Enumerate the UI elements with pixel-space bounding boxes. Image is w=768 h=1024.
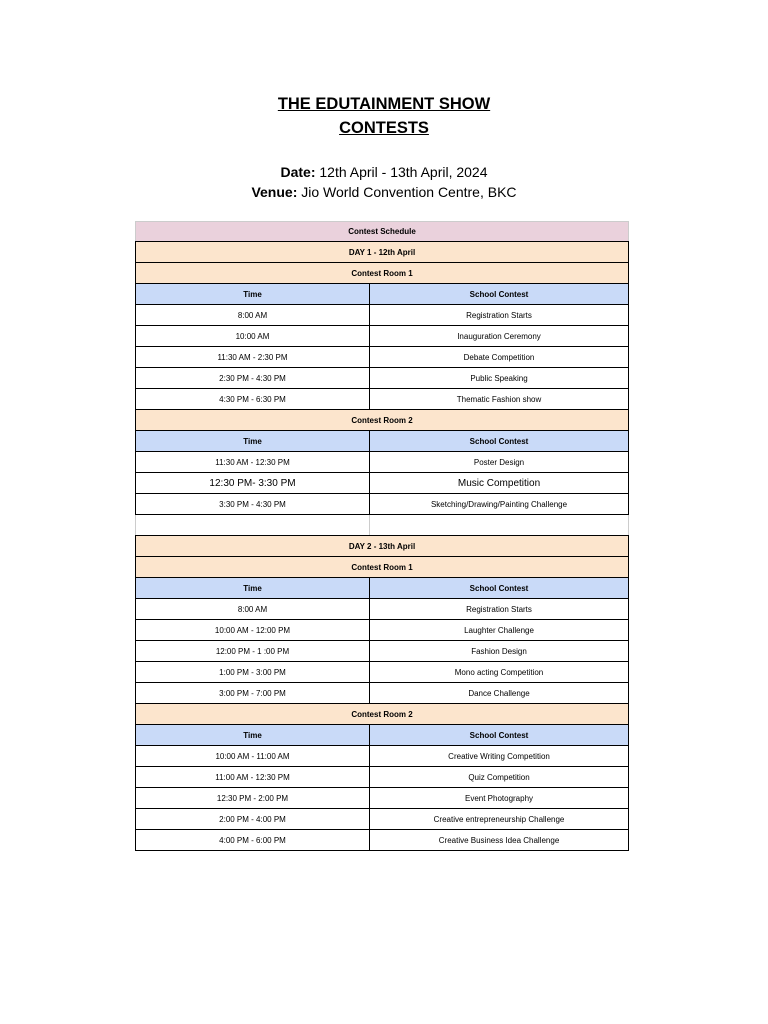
date-label: Date: [280, 164, 316, 180]
table-row [136, 305, 629, 326]
room-label: Contest Room 1 [136, 263, 629, 284]
contest-cell: Fashion Design [370, 641, 629, 662]
contest-cell: Laughter Challenge [370, 620, 629, 641]
day-label: DAY 1 - 12th April [136, 242, 629, 263]
table-row [136, 683, 629, 704]
contest-cell: Inauguration Ceremony [370, 326, 629, 347]
room-label: Contest Room 2 [136, 704, 629, 725]
column-header-time: Time [136, 578, 370, 599]
time-cell: 3:00 PM - 7:00 PM [136, 683, 370, 704]
time-cell: 12:30 PM- 3:30 PM [136, 473, 370, 494]
time-cell: 12:30 PM - 2:00 PM [136, 788, 370, 809]
table-row [136, 620, 629, 641]
venue-value: Jio World Convention Centre, BKC [297, 183, 517, 200]
time-cell: 8:00 AM [136, 599, 370, 620]
spacer-cell [136, 515, 370, 536]
schedule-header-row [136, 222, 629, 242]
contest-schedule-table [135, 221, 629, 851]
schedule-header: Contest Schedule [136, 222, 629, 242]
room-label: Contest Room 1 [136, 557, 629, 578]
date-line [0, 163, 768, 183]
contest-cell: Creative entrepreneurship Challenge [370, 809, 629, 830]
day-row [136, 536, 629, 557]
contest-cell: Dance Challenge [370, 683, 629, 704]
title-line-1: THE EDUTAINMENT SHOW [277, 95, 491, 113]
table-row [136, 473, 629, 494]
column-header-time: Time [136, 431, 370, 452]
column-header-contest: School Contest [370, 578, 629, 599]
time-cell: 11:30 AM - 2:30 PM [136, 347, 370, 368]
day-label: DAY 2 - 13th April [136, 536, 629, 557]
venue-line [0, 183, 768, 203]
column-header-row [136, 578, 629, 599]
column-header-time: Time [136, 725, 370, 746]
document-title [0, 92, 768, 140]
column-header-row [136, 725, 629, 746]
table-row [136, 599, 629, 620]
spacer-row [136, 515, 629, 536]
contest-cell: Event Photography [370, 788, 629, 809]
time-cell: 10:00 AM [136, 326, 370, 347]
column-header-contest: School Contest [370, 725, 629, 746]
time-cell: 2:00 PM - 4:00 PM [136, 809, 370, 830]
room-row [136, 410, 629, 431]
room-row [136, 557, 629, 578]
table-row [136, 662, 629, 683]
contest-cell: Quiz Competition [370, 767, 629, 788]
contest-cell: Registration Starts [370, 305, 629, 326]
table-row [136, 809, 629, 830]
column-header-contest: School Contest [370, 431, 629, 452]
table-row [136, 368, 629, 389]
table-row [136, 347, 629, 368]
time-cell: 1:00 PM - 3:00 PM [136, 662, 370, 683]
table-row [136, 389, 629, 410]
contest-cell: Sketching/Drawing/Painting Challenge [370, 494, 629, 515]
contest-cell: Registration Starts [370, 599, 629, 620]
room-label: Contest Room 2 [136, 410, 629, 431]
time-cell: 8:00 AM [136, 305, 370, 326]
contest-cell: Creative Writing Competition [370, 746, 629, 767]
contest-cell: Creative Business Idea Challenge [370, 830, 629, 851]
column-header-contest: School Contest [370, 284, 629, 305]
event-meta [0, 163, 768, 202]
time-cell: 11:00 AM - 12:30 PM [136, 767, 370, 788]
title-line-2: CONTESTS [339, 119, 429, 137]
table-row [136, 452, 629, 473]
time-cell: 2:30 PM - 4:30 PM [136, 368, 370, 389]
time-cell: 4:30 PM - 6:30 PM [136, 389, 370, 410]
time-cell: 3:30 PM - 4:30 PM [136, 494, 370, 515]
table-row [136, 494, 629, 515]
time-cell: 10:00 AM - 12:00 PM [136, 620, 370, 641]
table-row [136, 830, 629, 851]
spacer-cell [370, 515, 629, 536]
table-row [136, 326, 629, 347]
contest-cell: Poster Design [370, 452, 629, 473]
time-cell: 4:00 PM - 6:00 PM [136, 830, 370, 851]
column-header-row [136, 284, 629, 305]
time-cell: 11:30 AM - 12:30 PM [136, 452, 370, 473]
column-header-time: Time [136, 284, 370, 305]
room-row [136, 263, 629, 284]
table-row [136, 746, 629, 767]
column-header-row [136, 431, 629, 452]
contest-cell: Debate Competition [370, 347, 629, 368]
time-cell: 12:00 PM - 1 :00 PM [136, 641, 370, 662]
contest-cell: Music Competition [370, 473, 629, 494]
venue-label: Venue: [251, 183, 298, 200]
contest-cell: Mono acting Competition [370, 662, 629, 683]
time-cell: 10:00 AM - 11:00 AM [136, 746, 370, 767]
table-row [136, 767, 629, 788]
contest-cell: Thematic Fashion show [370, 389, 629, 410]
contest-cell: Public Speaking [370, 368, 629, 389]
table-row [136, 641, 629, 662]
day-row [136, 242, 629, 263]
table-row [136, 788, 629, 809]
date-value: 12th April - 13th April, 2024 [315, 164, 488, 180]
room-row [136, 704, 629, 725]
